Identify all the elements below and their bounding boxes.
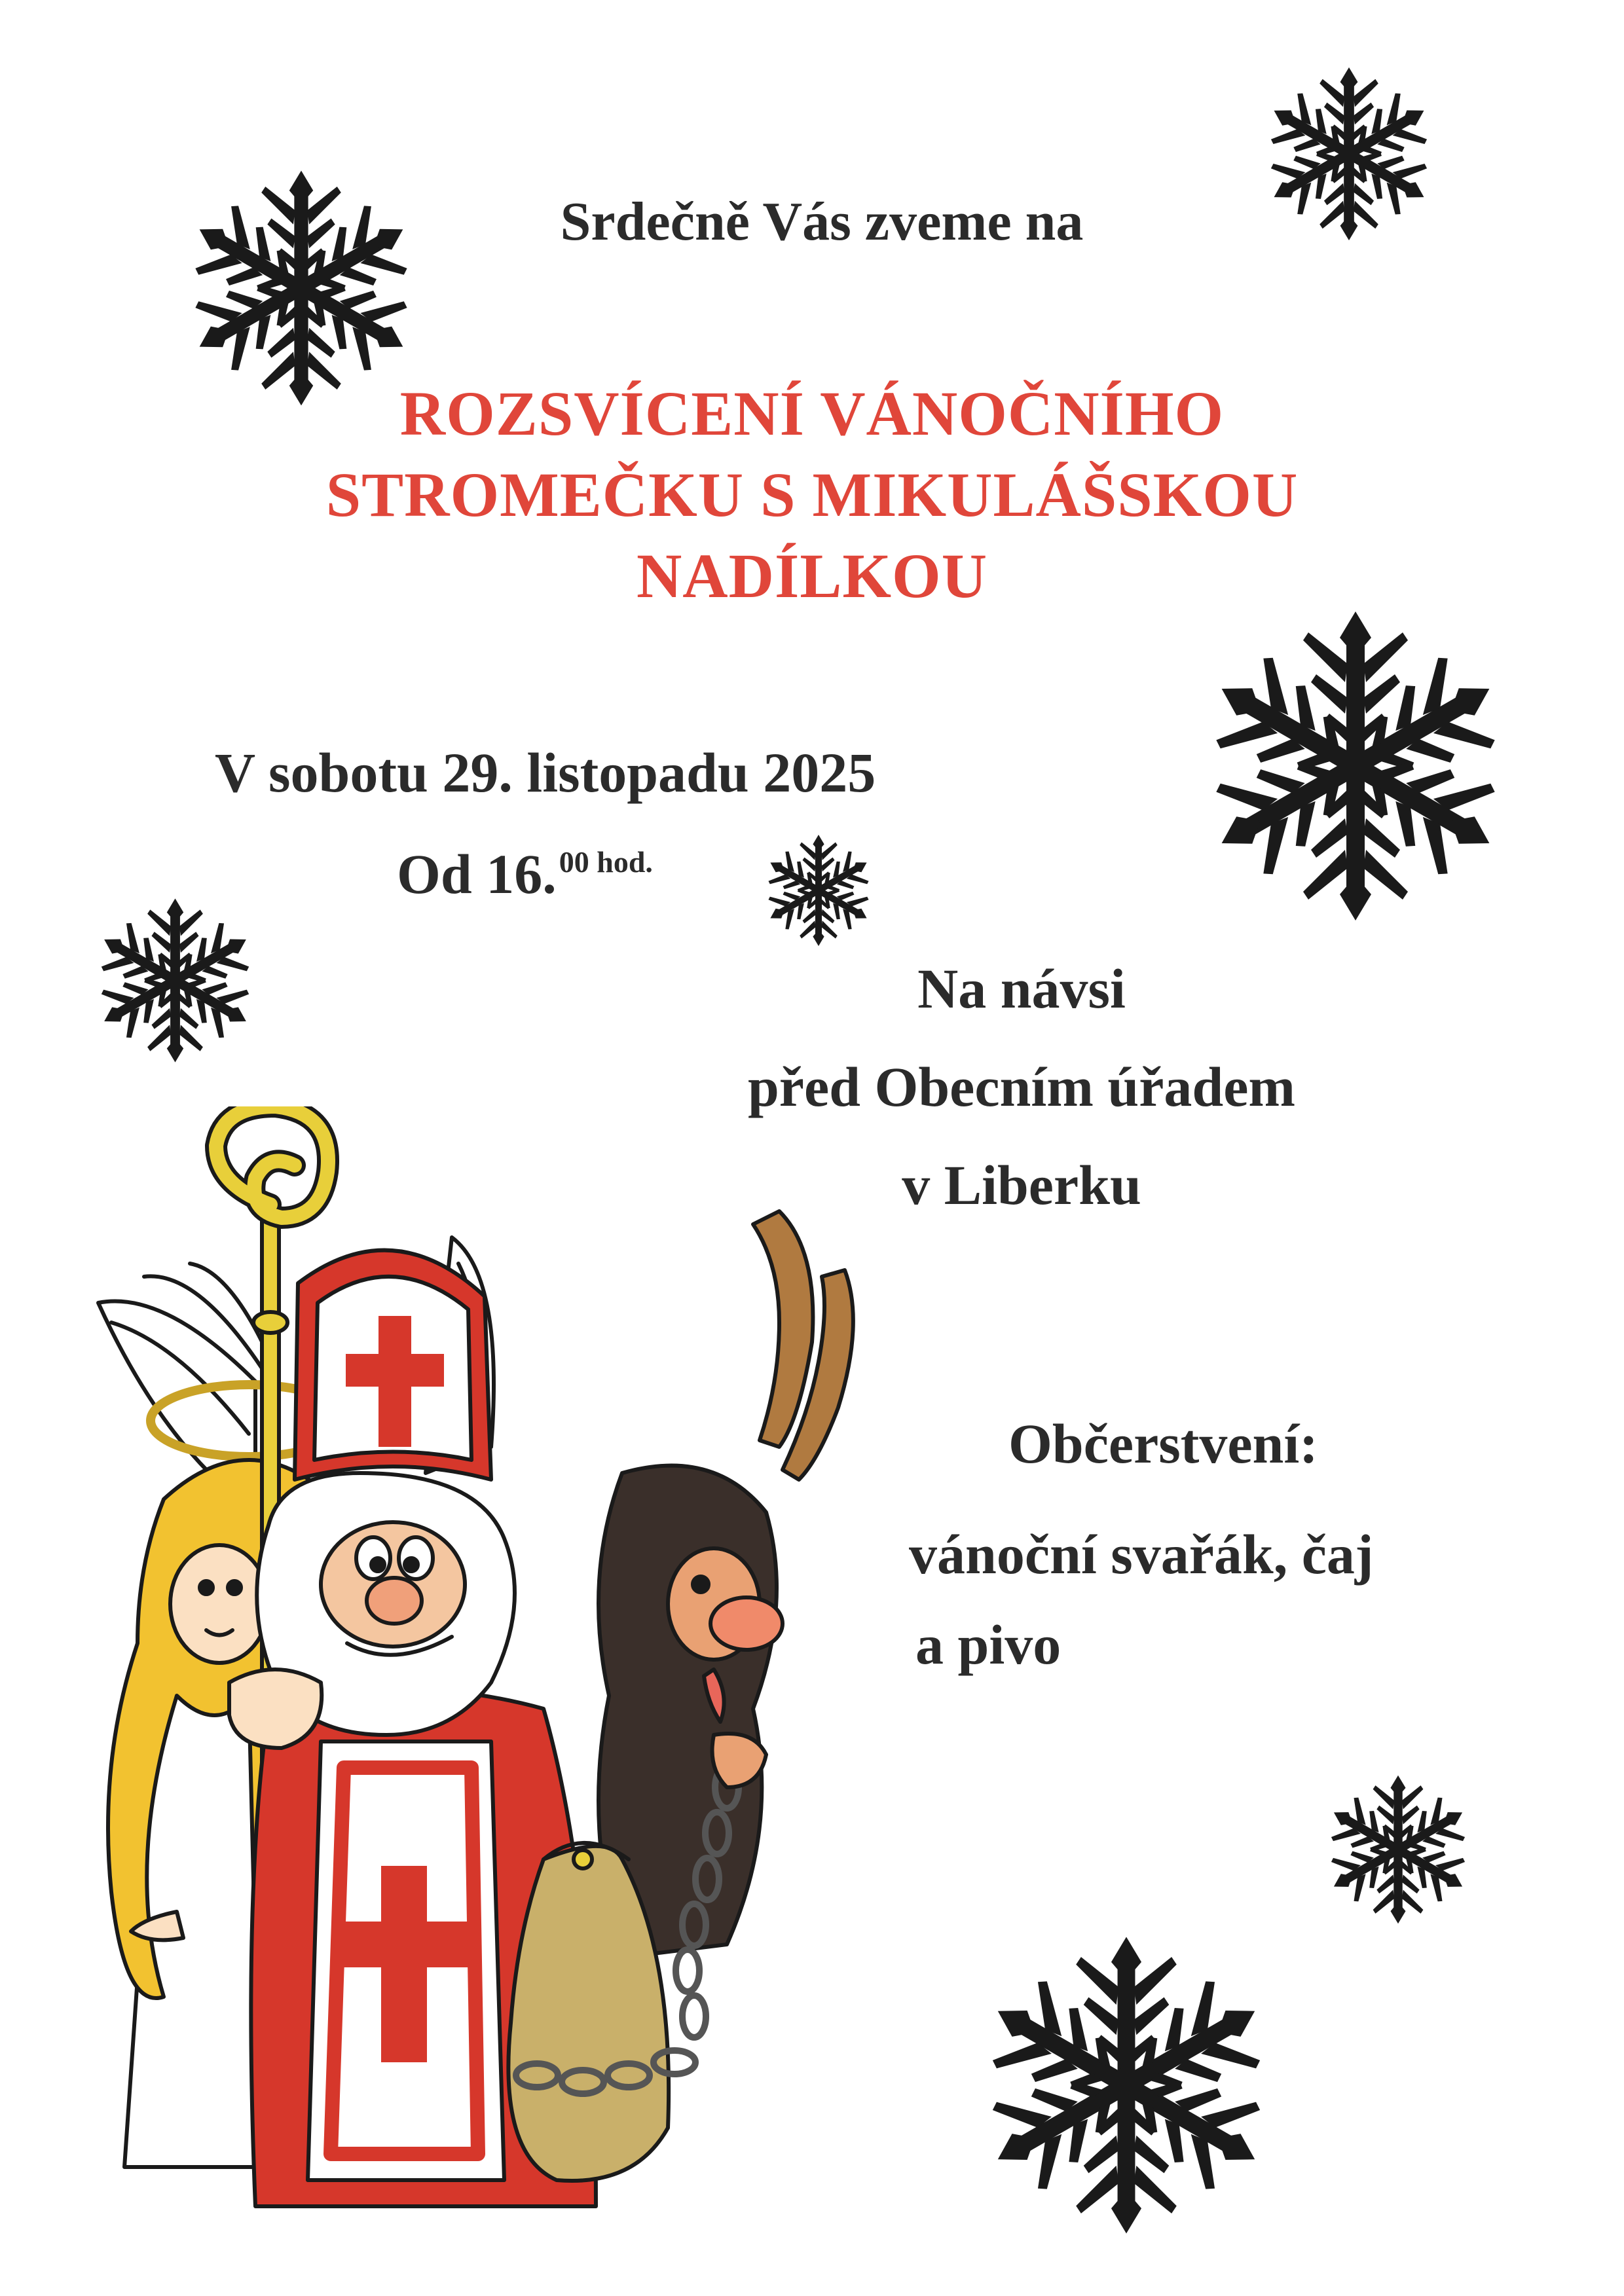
time-main: Od 16. [397, 843, 557, 905]
place-line-3: v Liberku [902, 1154, 1141, 1216]
snowflake-icon [969, 1915, 1283, 2255]
title-line-2: STROMEČKU S MIKULÁŠSKOU [325, 460, 1299, 530]
mikulas-mitre [295, 1250, 491, 1480]
snowflake-icon [88, 884, 262, 1077]
devil-horns [753, 1211, 853, 1480]
snowflake-icon [1192, 583, 1519, 949]
event-time [397, 841, 653, 907]
time-suffix: 00 hod. [559, 845, 653, 879]
mikulas-angel-devil-illustration [85, 1106, 910, 2219]
title-line-1: ROZSVÍCENÍ VÁNOČNÍHO [399, 378, 1225, 448]
angel-face [170, 1545, 268, 1663]
event-date: V sobotu 29. listopadu 2025 [215, 741, 876, 804]
refreshments-list [909, 1509, 1374, 1690]
event-title [0, 373, 1624, 617]
refreshments-heading: Občerstvení: [1008, 1412, 1318, 1475]
refreshments-line-1: vánoční svařák, čaj [909, 1523, 1374, 1586]
place-line-2: před Obecním úřadem [747, 1055, 1296, 1118]
place-line-1: Na návsi [917, 957, 1126, 1020]
snowflake-icon [1320, 1761, 1477, 1938]
title-line-3: NADÍLKOU [636, 541, 988, 611]
invite-line: Srdečně Vás zveme na [560, 191, 1084, 252]
snowflake-icon [760, 825, 877, 956]
refreshments-line-2: a pivo [915, 1613, 1061, 1676]
